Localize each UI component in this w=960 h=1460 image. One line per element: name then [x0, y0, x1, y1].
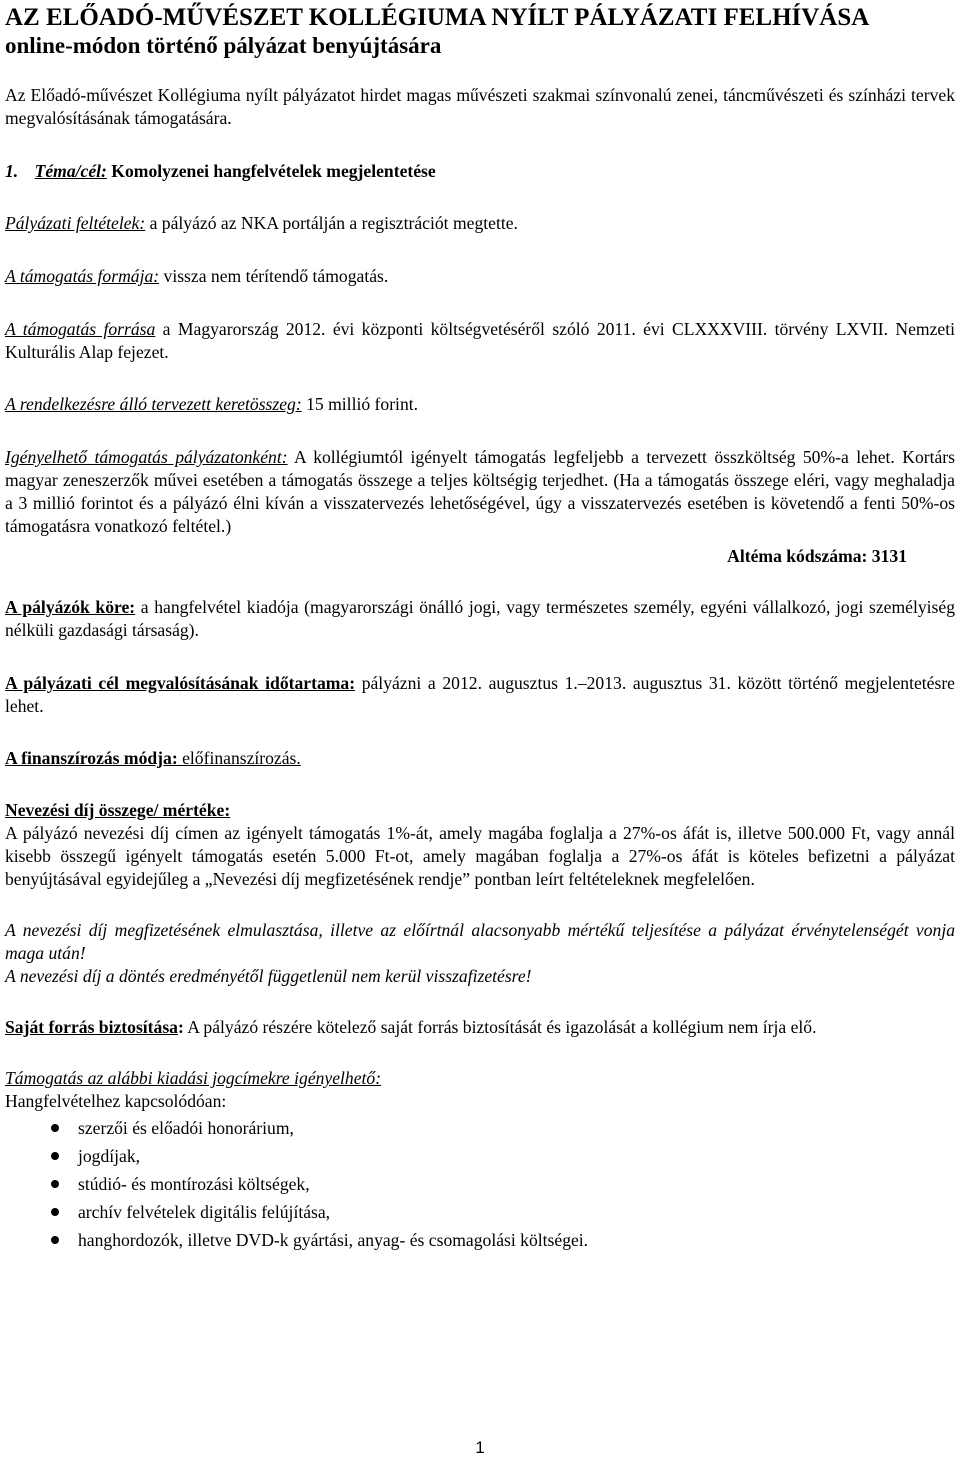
list-item: stúdió- és montírozási költségek, [5, 1170, 955, 1198]
own-funds-colon: : [177, 1017, 184, 1037]
eligible-label: Támogatás az alábbi kiadási jogcímekre igényelhető: [5, 1068, 382, 1088]
source-paragraph [5, 318, 955, 364]
topic-number: 1. [5, 161, 19, 181]
conditions-label: Pályázati feltételek: [5, 213, 146, 233]
warning-late-payment: A nevezési díj megfizetésének elmulasztása, illetve az előírtnál alacsonyabb mértékű teljesítése a pályázat érvénytelenségét vonja maga után! [5, 920, 955, 963]
list-item: archív felvételek digitális felújítása, [5, 1198, 955, 1226]
own-funds-text: A pályázó részére kötelező saját forrás biztosítását és igazolását a kollégium nem írja elő. [183, 1017, 817, 1037]
subtopic-code: Altéma kódszáma: 3131 [727, 546, 907, 566]
applicants-label: A pályázók köre: [5, 597, 136, 617]
fee-text: A pályázó nevezési díj címen az igényelt támogatás 1%-át, amely magába foglalja a 27%-os áfát is, illetve 500.000 Ft, vagy annál kisebb összegű igényelt támogatás esetén 5.000 Ft-ot, amely magában foglalja a 27%-os áfát is köteles befizetni a pályázat benyújtásával egyidejűleg a „Nevezési díj megfizetésének rendje” pontban leírt feltételeknek megfelelően. [5, 823, 955, 889]
form-line [5, 265, 955, 288]
applicants-paragraph [5, 596, 955, 642]
bullet-icon [51, 1236, 59, 1244]
grant-paragraph [5, 446, 955, 538]
budget-text: 15 millió forint. [301, 394, 419, 414]
bullet-icon [51, 1208, 59, 1216]
conditions-text: a pályázó az NKA portálján a regisztrációt megtette. [145, 213, 518, 233]
bullet-icon [51, 1180, 59, 1188]
topic-line [5, 160, 955, 183]
document-page [5, 0, 955, 1254]
own-funds-paragraph [5, 1016, 955, 1039]
topic-label: Téma/cél: [34, 161, 107, 181]
financing-text: előfinanszírozás. [182, 748, 301, 768]
list-item: jogdíjak, [5, 1142, 955, 1170]
grant-label: Igényelhető támogatás pályázatonként: [5, 447, 288, 467]
own-funds-label: Saját forrás biztosítása [5, 1017, 178, 1037]
conditions-line [5, 212, 955, 235]
eligible-intro: Hangfelvételhez kapcsolódóan: [5, 1091, 227, 1111]
source-text: a Magyarország 2012. évi központi költségvetéséről szóló 2011. évi CLXXXVIII. törvény LXVII. Nemzeti Kulturális Alap fejezet. [5, 319, 955, 362]
bullet-icon [51, 1124, 59, 1132]
form-text: vissza nem térítendő támogatás. [159, 266, 389, 286]
source-label: A támogatás forrása [5, 319, 156, 339]
grant-text: A kollégiumtól igényelt támogatás legfeljebb a tervezett összköltség 50%-a lehet. Kortárs magyar zeneszerzők művei esetében a támogatás összege a teljes költségig terjedhet. (Ha a támogatás összege eléri, vagy meghaladja a 3 millió forintot és a pályázó élni kíván a visszatervezés lehetőségével, úgy a visszatervezés esetében is követendő a fenti 50%-os támogatásra vonatkozó feltétel.) [5, 447, 955, 536]
list-item: hanghordozók, illetve DVD-k gyártási, anyag- és csomagolási költségei. [5, 1226, 955, 1254]
duration-label: A pályázati cél megvalósításának időtartama: [5, 673, 356, 693]
document-subtitle: online-módon történő pályázat benyújtására [5, 33, 442, 58]
intro-paragraph: Az Előadó-művészet Kollégiuma nyílt pályázatot hirdet magas művészeti szakmai színvonalú zenei, táncművészeti és színházi tervek megvalósításának támogatására. [5, 85, 955, 128]
topic-text: Komolyzenei hangfelvételek megjelentetése [106, 161, 436, 181]
financing-label: A finanszírozás módja: [5, 748, 183, 768]
duration-paragraph [5, 672, 955, 718]
applicants-text: a hangfelvétel kiadója (magyarországi önálló jogi, vagy természetes személy, egyéni vállalkozó, jogi személyiség nélküli gazdasági társaság). [5, 597, 955, 640]
warning-no-refund: A nevezési díj a döntés eredményétől függetlenül nem kerül visszafizetésre! [5, 966, 532, 986]
document-title: AZ ELŐADÓ-MŰVÉSZET KOLLÉGIUMA NYÍLT PÁLYÁZATI FELHÍVÁSA [5, 4, 870, 31]
form-label: A támogatás formája: [5, 266, 160, 286]
budget-label: A rendelkezésre álló tervezett keretösszeg: [5, 394, 302, 414]
duration-text: pályázni a 2012. augusztus 1.–2013. augusztus 31. között történő megjelentetésre lehet. [5, 673, 955, 716]
list-item: szerzői és előadói honorárium, [5, 1114, 955, 1142]
eligible-list [5, 1114, 955, 1254]
financing-line [5, 747, 955, 770]
page-number: 1 [475, 1438, 485, 1457]
bullet-icon [51, 1152, 59, 1160]
budget-line [5, 393, 955, 416]
fee-label: Nevezési díj összege/ mértéke: [5, 800, 231, 820]
